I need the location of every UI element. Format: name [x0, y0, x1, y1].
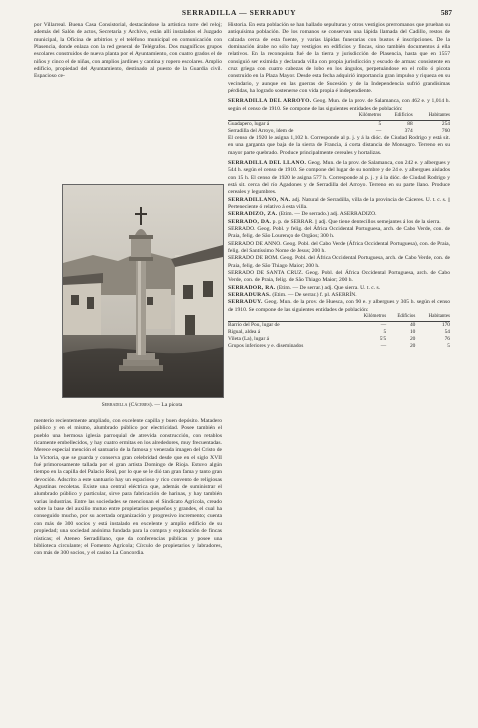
- entry-heading: SERRADUY.: [228, 299, 263, 306]
- entry-heading: SERRADILLA DEL LLANO.: [228, 159, 307, 166]
- entry-heading: SERRADOR, RA.: [228, 284, 276, 291]
- table-cell: Grupos inferiores y e. diseminados: [228, 342, 304, 349]
- table-header: Kilómetros: [350, 314, 386, 321]
- entry-heading: SERRADILLANO, NA.: [228, 196, 291, 203]
- table-row: [228, 128, 450, 135]
- entry-text: adj. Natural de Serradilla, villa de la provincia de Cáceres. U. t. c. s. || Perteneciente ó relativo á esta villa.: [228, 196, 450, 210]
- table-cell: 10: [409, 328, 416, 335]
- population-table-serraduy: [228, 314, 450, 350]
- caption-label: — La picota: [154, 402, 183, 408]
- entry-serradilla-llano: [228, 160, 450, 197]
- entry-serrador: [228, 285, 450, 292]
- table-cell: Rigual, aldea á: [228, 328, 261, 335]
- entry-heading: SERRADILLA DEL ARROYO.: [228, 98, 312, 105]
- table-cell: 40: [409, 322, 416, 328]
- table-header: Habitantes: [415, 314, 450, 321]
- table-row: [228, 336, 450, 343]
- entry-serradilla-arroyo: [228, 98, 450, 113]
- entry-serrado-anno: SERRADO DE ANNO. Geog. Pobl. del Cabo Verde (África Occidental Portuguesa), con. de Praia, felig. del Santíssimo Nome de Jesus; 200 h.: [228, 240, 450, 254]
- entry-serrado-geog: SERRADO. Geog. Pobl. y felig. del África Occidental Portuguesa, arch. de Cabo Verde, con. de Praia, felig. de São Lourenço de Orgãos; 300 h.: [228, 225, 450, 240]
- paragraph: por Villarreal. Buena Casa Consistorial, destacándose la artística torre del reloj; además del Salón de actos, Secretaría y Archivo, están allí instalados el Juzgado municipal, la Oficina de arbitrios y el teléfono municipal en comunicación con Plasencia, donde enlaza con la red general de Telégrafos. Dos magníficos grupos escolares construidos de nueva planta por el Ayuntamiento, con cuatro grados el de niños y cinco el de niñas, con amplios jardines y cantina y ropero escolares. Amplio edificio, propiedad del Ayuntamiento, destinado al puesto de la Guardia civil. Espacioso ce-: [34, 22, 222, 80]
- historia-paragraph: Historia. En esta población se han hallado sepulturas y otros vestigios prerromanos que prueban su antiquísima población. De los romanos se conservan una lápida llamada del Cadillo, restos de calzada cerca de esta fuente, y varias lápidas funerarias con bustos é inscripciones. De la dominación árabe no sólo hay vestigios en edificios y fincas, sino también documentos á ella relativos. En la reconquista fué de la tierra y jurisdicción de Plasencia, hasta que en 1557 consiguió ser eximida y declarada villa con propia jurisdicción y escudo de armas: consistente en cruz griega con cuatro cabezas de lobo en los ángulos, perpetuándose en el rollo ó picota construído en la Plaza Mayor. Desde esta fecha adquirió importancia gran impulso y riqueza en su vecindario, y aunque en las guerras de Sucesión y de la Independencia sufrió grandísimas pérdidas, ha logrado sostenerse con vida propia é independiente.: [228, 22, 450, 95]
- entry-serrado-bom: SERRADO DE BOM. Geog. Pobl. del África Occidental Portuguesa, arch. de Cabo Verde, con. de Praia, felig. de São Thiago Maior; 200 h.: [228, 255, 450, 269]
- table-cell: 254: [441, 121, 450, 128]
- photo-la-picota: [62, 184, 224, 398]
- table-row: [228, 343, 450, 350]
- table-cell: 20: [409, 335, 416, 342]
- photo-illustration: [63, 185, 223, 397]
- table-header: Habitantes: [413, 113, 450, 120]
- entry-serraduras: [228, 292, 450, 299]
- entry-text: Geog. Mun. de la prov. de Huesca, con 90 e. y albergues y 305 h. según el censo de 1910. Se compone de las siguientes entidades de población:: [228, 299, 450, 313]
- entry-serradillano: [228, 197, 450, 212]
- entry-text: El censo de 1920 le asigna 1,102 h. Corresponde al p. j. y á la dióc. de Ciudad Rodrigo y está sit. en una garganta que baja de la sierra de Francia, á corta distancia de Monsagro. Terreno en su mayor parte quebrado. Produce principalmente cereales y hortalizas.: [228, 134, 450, 156]
- table-row: [228, 322, 450, 329]
- entry-text: p. p. de SERRAR. || adj. Que tiene dentecillos semejantes á los de la sierra.: [272, 218, 441, 225]
- table-cell: 5: [383, 328, 387, 335]
- entry-serraduy: [228, 299, 450, 314]
- caption-place: Serradilla (Cáceres).: [101, 402, 153, 408]
- table-cell: 76: [444, 335, 450, 342]
- table-cell: 88: [407, 121, 413, 128]
- table-header: Edificios: [381, 113, 412, 120]
- table-cell: Vileta (La), lugar á: [228, 335, 269, 342]
- entry-serradizo: [228, 211, 450, 218]
- table-cell: 5: [378, 121, 382, 128]
- page-number: 587: [440, 8, 452, 17]
- table-cell: 54: [444, 328, 450, 335]
- table-cell: —: [380, 342, 387, 349]
- table-cell: —: [380, 322, 387, 328]
- table-row: [228, 329, 450, 336]
- paragraph: menterio recientemente ampliado, con excelente capilla y buen depósito. Matadero público y en el mismo, alumbrado público por electricidad. Posee también el pueblo una hermosa iglesia parroquial de atrevida construcción, con retablos ricamente embellecidos, y hay cuatro ermitas en los alrededores, muy frecuentadas. Merece especial mención el santuario de la famosa y venerada imagen del Cristo de la Victoria, que se guarda y conserva gran celebridad desde que en el siglo XVII fué primorosamente tallada por el gran artista Domingo de Rioja. Estuvo algún tiempo en la capilla del Palacio Real, por lo que se le dió tan gran fama y tanto gran devoción. Adscrito a este santuario hay un espacioso y rico convento de religiosas Agustinas recoletas. Existe una central eléctrica que, además de suministrar el alumbrado público y particular, sirve para fabricación de harinas, y hay también varias industrias. Entre las sociedades se mencionan el Sindicato Agrícola, creado sobre la base del auxilio mutuo entre propietarios pequeños y grandes, el cual ha conseguido mucho, por su acertada organización y progresivo incremento; cuenta con más de 300 socios y está instalado en excelente y amplio edificio de su propiedad; una sociedad anónima fundada para la compra y explotación de fincas rústicas; el Ateneo Serradillano, que da conferencias públicas y posee una biblioteca circulante; el Fomento Agrícola; Círculo de propietarios y labradores, con más de 300 socios, y el casino La Concordia.: [34, 418, 222, 557]
- table-cell: Serradilla del Arroyo, idem de: [228, 127, 294, 134]
- page-header: [0, 6, 478, 20]
- entry-serrado-santa-cruz: SERRADO DE SANTA CRUZ. Geog. Pobl. del África Occidental Portuguesa, arch. de Cabo Verde, con. de Praia, felig. de São Thiago Maior; 200 h.: [228, 270, 450, 284]
- photo-caption: [62, 402, 222, 408]
- entry-text: Geog. Mun. de la prov. de Salamanca, con 242 e. y albergues y 544 h. según el censo de 1910. Se compone del lugar de su nombre y de 24 e. y albergues aislados con 15 h. El censo de 1920 le asigna 577 h. Corresponde al p. j. y á la dióc. de Ciudad Rodrigo y está sit. cerca del río Agadones y de Serradilla del Arroyo. Terreno en su parte llano. Produce cereales y legumbres.: [228, 159, 451, 196]
- table-cell: 374: [404, 127, 413, 134]
- entry-heading: SERRADIZO, ZA.: [228, 211, 278, 218]
- population-table-arroyo: [228, 113, 450, 135]
- table-cell: Guadapero, lugar á: [228, 121, 270, 128]
- entry-text: (Etim. — De serrar.) adj. Que sierra. U. t. c. s.: [276, 284, 381, 291]
- entry-text: (Etim. — De serrado.) adj. ASERRADIZO.: [278, 211, 377, 218]
- left-column-lower: [34, 418, 222, 558]
- entry-serrado: [228, 219, 450, 226]
- table-row: [228, 121, 450, 128]
- table-header: Kilómetros: [342, 113, 381, 120]
- entry-text: Geog. Mun. de la prov. de Salamanca, con 462 e. y 1,014 h. según el censo de 1910. Se compone de las siguientes entidades de población:: [228, 98, 450, 112]
- right-column: [228, 22, 450, 350]
- entry-heading: SERRADO, DA.: [228, 218, 272, 225]
- entry-heading: SERRADURAS.: [228, 292, 271, 299]
- table-cell: 20: [409, 342, 416, 349]
- table-cell: 170: [441, 322, 450, 328]
- running-head: SERRADILLA — SERRADUY: [181, 8, 297, 17]
- table-header-row: [228, 113, 450, 120]
- table-header-row: [228, 314, 450, 321]
- table-cell: Barrio del Pou, lugar de: [228, 322, 280, 328]
- table-cell: 5: [447, 342, 450, 349]
- entry-text: (Etim. — De serrar.) f. pl. ASERRÍN.: [272, 292, 357, 299]
- table-cell: —: [375, 127, 382, 134]
- left-column-top: [34, 22, 222, 81]
- table-cell: 760: [441, 127, 450, 134]
- table-cell: 5'5: [379, 335, 387, 342]
- table-header: Edificios: [386, 314, 415, 321]
